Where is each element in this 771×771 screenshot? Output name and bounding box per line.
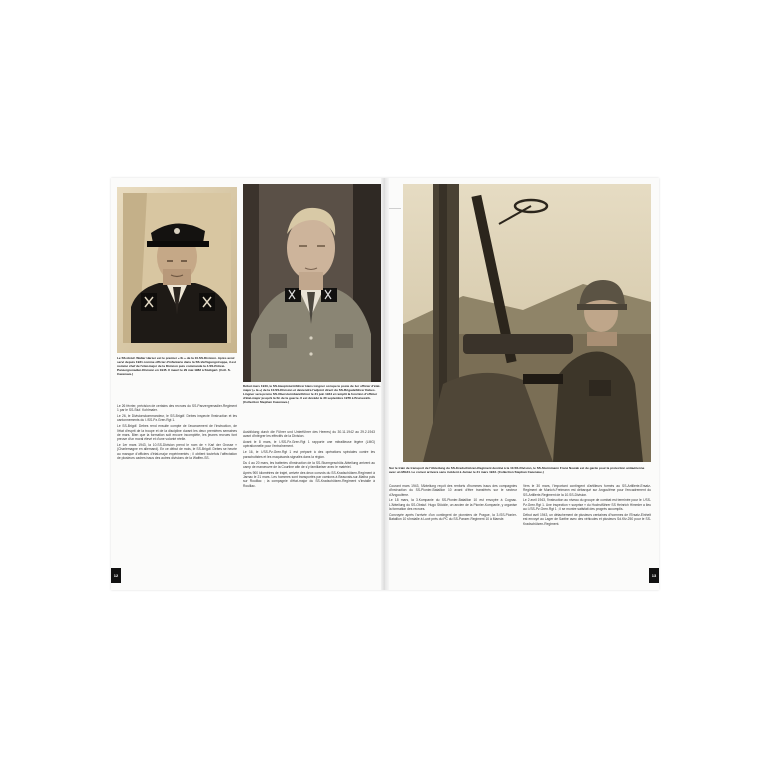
paragraph: Le 1er mars 1943, la 10.SS-Division prend le nom de « Karl der Grosse » (Charlemagne en allemand). En ce début de mois, le SS-Brigdf. Debes se heurte au manque d'officiers d'état-major expérimentés ; il obtient toutefois l'affectation de plusieurs cadres issus des autres divisions de la Waffen-SS. [117, 443, 237, 461]
paragraph: Le 26 février, précision de certains des recrues du SS-Panzergrenadier-Regiment 1 par le SS-Stuf. Kohlmaier. [117, 404, 237, 413]
caption-photo-2: Début mars 1943, le SS-Hauptsturmführer Hans Lingner occupe le poste de 1er officier d'état-major (« Ia ») de la 10.SS-Division et deviendra l'adjoint direct du SS-Brigadeführer Debes. Lingner sera promu SS-Obersturmbannführer le 21 juin 1944 et remplit la fonction d'officier d'état-major jusqu'à la fin de la guerre. Il est décédé le 30 septembre 1978 à Brunswick. (Collection Stephan Cazenave.) [243, 384, 381, 404]
gutter [381, 178, 389, 590]
paragraph: Du 4 au 20 mars, les batteries d'instruction de la SS-Sturmgeschütz-Abteilung arrivent au camp de manœuvre de la Courtine afin de s'y familiariser avec le matériel. [243, 460, 375, 469]
paragraph: Le 16, le I./SS-Pz.Gren.Rgt 1 est préparé à des opérations spéciales contre les parachutistes et les maquisards signalés dans la région. [243, 450, 375, 459]
photo-officer-cap [117, 187, 237, 353]
magazine-spread [111, 178, 659, 590]
paragraph: Convoyée après l'arrivée d'un contingent de pionniers de Prague, la 3./SS-Pionier-Bataillon 10 s'installe à Luxé près du PC du SS-Panzer-Regiment 10 à Mansle. [389, 512, 517, 522]
caption-photo-3: Sur le train de transport de l'Abteilung du SS-Kradschützen-Regiment destiné à la 10.SS-Division, le SS-Sturmmann Franz Nowak est de garde pour la protection antiaérienne avec un MG34. Le convoi arrivera sans incident à Jarnac le 21 mars 1943. (Collection Stephan Cazenave.) [389, 466, 645, 474]
paragraph: Le 2 avril 1943, l'instruction au niveau du groupe de combat est terminée pour le I./SS-Pz.Gren.Rgt 1. Une inspection « surprise » du Hochstführer SS Heinrich Himmler a lieu au I./SS-Pz.Gren.Rgt 1 ; il se montre satisfait des progrès accomplis. [523, 498, 651, 512]
paragraph: Vers le 30 mars, l'important contingent d'artilleurs formés au SS-Artillerie-Ersatz-Regiment de Munich-Freimann est débarqué sur Angoulême pour l'encadrement du SS-Artillerie-Regiment de la 10.SS-Division. [523, 484, 651, 497]
text-column-left-2 [243, 430, 375, 490]
left-page [111, 178, 381, 590]
paragraph: Le 26, le Divisionskommandeur, le SS-Brigdf. Debes inspecte l'instruction et les cantonnements du I./SS-Pz.Gren.Rgt 1. [117, 414, 237, 423]
page-number-right: 13 [649, 568, 659, 583]
photo-officer-portrait [243, 184, 381, 382]
paragraph: Ausbildung durch die Führer und Unterführer des Heeres) du 30.11.1942 au 29.2.1943 avant d'intégrer les effectifs de la Division. [243, 430, 375, 439]
paragraph: Courant mars 1943, l'Abteilung reçoit des renforts d'hommes issus des compagnies d'instruction du SS-Pionier-Bataillon 10 avant d'être transférés sur le secteur d'Angoulême. [389, 484, 517, 497]
paragraph: Le SS-Brigdf. Debes rend ensuite compte de l'avancement de l'instruction, de l'état d'esprit de la troupe et de la discipline durant les deux premières semaines de mars. Bien que la formation soit encore incomplète, les jeunes recrues font preuve d'un moral élevé et d'une volonté réelle. [117, 424, 237, 442]
paragraph: Après 900 kilomètres de trajet, arrivée des deux convois du SS-Kradschützen-Regiment à Jarnac le 21 mars. Les hommes sont transportés par camions à Beauvais-sur-Matha puis sur Rouillac ; la compagnie d'état-major du SS-Kradschützen-Regiment s'installe à Rouillac. [243, 470, 375, 488]
text-column-left-1 [117, 404, 237, 462]
page-number-left: 12 [111, 568, 121, 583]
right-page [389, 178, 659, 590]
top-rule [389, 208, 401, 209]
text-column-right-1 [389, 484, 517, 523]
paragraph: Le 18 mars, la 3.Kompanie du SS-Pionier-Bataillon 10 est envoyée à Cognac. L'Abteilung du SS-Obstuf. Hugo Stöckle, un ancien de la Pionier-Kompanie, y organise la formation des recrues. [389, 498, 517, 512]
text-column-right-2 [523, 484, 651, 527]
paragraph: Début avril 1943, un détachement de plusieurs centaines d'hommes de l'Ersatz-Einheit est envoyé au Lager de Sarthe avec des véhicules et plusieurs Sd.Kfz.250 pour le SS-Kradschützen-Regiment. [523, 512, 651, 526]
paragraph: Avant le 8 mars, le I./SS-Pz.Gren.Rgt 1 rapporte une mitrailleuse légère (LMG) opérationnelle pour l'entraînement. [243, 440, 375, 449]
caption-photo-1: Le SS-Hstuf. Walter Harzer est le premier « Ib » de la 10.SS-Division. Après avoir servi depuis 1931 comme officier d'infanterie dans la SS-Verfügungstruppe, il est nommé chef de l'état-major de la Division puis commande la 4.SS-Polizei-Panzergrenadier-Division en 1945. Il meurt le 29 mai 1982 à Stuttgart. (Coll. S. Cazenave.) [117, 356, 237, 376]
photo-soldier-machinegun [403, 184, 651, 462]
